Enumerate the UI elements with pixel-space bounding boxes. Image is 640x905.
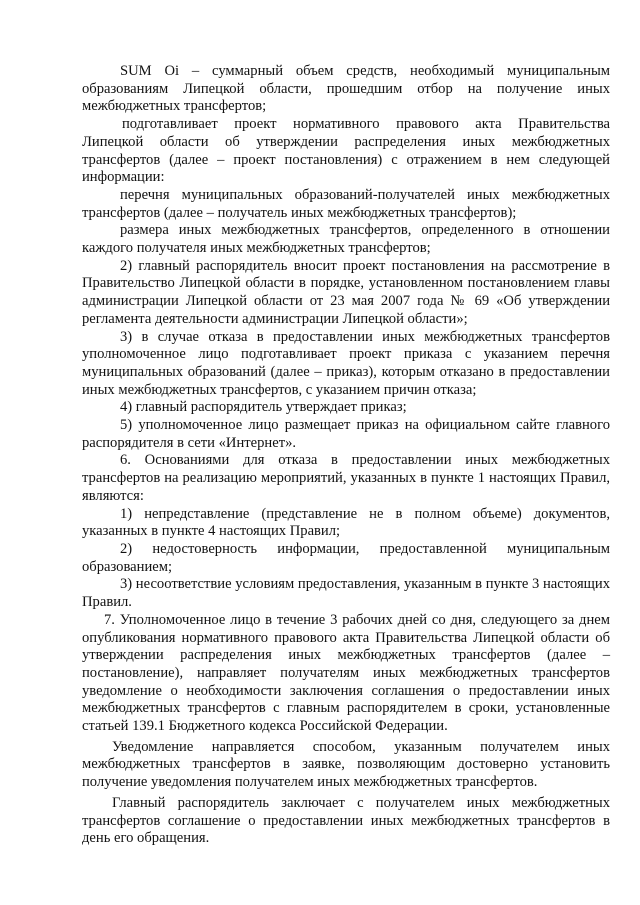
paragraph-section-6: 6. Основаниями для отказа в предоставлении иных межбюджетных трансфертов на реализацию мероприятий, указанных в пункте 1 настоящих Правил, являются: xyxy=(82,452,610,504)
paragraph-item-2: 2) главный распорядитель вносит проект постановления на рассмотрение в Правительство Липецкой области в порядке, установленном постановлением главы администрации Липецкой области от 23 мая 2007 года № 69 «Об утверждении регламента деятельности администрации Липецкой области»; xyxy=(82,257,610,327)
paragraph-sum-definition: SUM Oi – суммарный объем средств, необходимый муниципальным образованиям Липецкой области, прошедшим отбор на получение иных межбюджетных трансфертов; xyxy=(82,63,610,115)
paragraph-list-of-municipalities: перечня муниципальных образований-получателей иных межбюджетных трансфертов (далее – получатель иных межбюджетных трансфертов); xyxy=(82,186,610,221)
paragraph-section-7: 7. Уполномоченное лицо в течение 3 рабочих дней со дня, следующего за днем опубликования нормативного правового акта Правительства Липецкой области об утверждении распределения иных межбюджетных трансфертов (далее – постановление), направляет получателям иных межбюджетных трансфертов уведомление о необходимости заключения соглашения о предоставлении иных межбюджетных трансфертов с главным распорядителем в сроки, установленные статьей 139.1 Бюджетного кодекса Российской Федерации. xyxy=(82,611,610,735)
paragraph-item-4: 4) главный распорядитель утверждает приказ; xyxy=(120,399,407,416)
paragraph-item-3: 3) в случае отказа в предоставлении иных межбюджетных трансфертов уполномоченное лицо подготавливает проект приказа с указанием перечня муниципальных образований (далее – приказ), которым отказано в предоставлении иных межбюджетных трансфертов, с указанием причин отказа; xyxy=(82,328,610,398)
paragraph-prepares-draft: подготавливает проект нормативного правового акта Правительства Липецкой области об утверждении распределения иных межбюджетных трансфертов (далее – проект постановления) с отражением в нем следующей информации: xyxy=(82,116,610,186)
paragraph-agreement: Главный распорядитель заключает с получателем иных межбюджетных трансфертов соглашение о предоставлении иных межбюджетных трансфертов в день его обращения. xyxy=(82,794,610,847)
document-body xyxy=(82,63,610,848)
paragraph-transfer-size: размера иных межбюджетных трансфертов, определенного в отношении каждого получателя иных межбюджетных трансфертов; xyxy=(82,222,610,257)
paragraph-reason-2: 2) недостоверность информации, предоставленной муниципальным образованием; xyxy=(82,540,610,575)
paragraph-reason-3: 3) несоответствие условиям предоставления, указанным в пункте 3 настоящих Правил. xyxy=(82,576,610,611)
paragraph-item-5: 5) уполномоченное лицо размещает приказ на официальном сайте главного распорядителя в сети «Интернет». xyxy=(82,417,610,451)
paragraph-reason-1: 1) непредставление (представление не в полном объеме) документов, указанных в пункте 4 настоящих Правил; xyxy=(82,505,610,540)
paragraph-notification: Уведомление направляется способом, указанным получателем иных межбюджетных трансфертов в заявке, позволяющим достоверно установить получение уведомления получателем иных межбюджетных трансфертов. xyxy=(82,738,610,791)
